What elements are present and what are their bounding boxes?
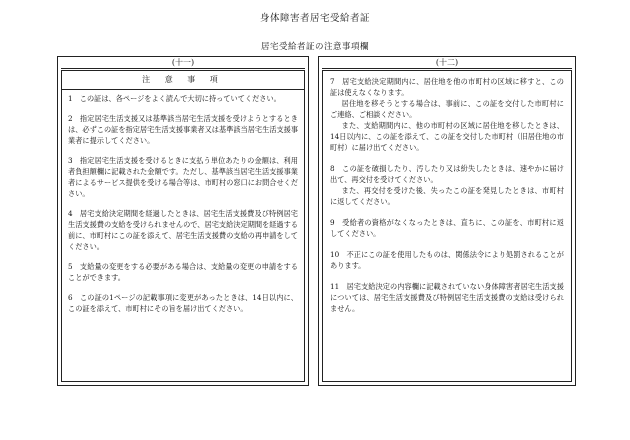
notice-item-6: 6 この証の1ページの記載事項に変更があったときは、14日以内に、この証を添えて、市町村にその旨を届け出てください。 <box>68 293 298 313</box>
notice-item-4: 4 居宅支給決定期間を経過したときは、居宅生活支援費及び特例居宅生活支援費の支給を受けられませんので、居宅支給決定期間を経過する前に、市町村にこの証を添えて、居宅生活支援費の支給の再申請をしてください。 <box>68 209 298 251</box>
notice-box <box>61 70 305 382</box>
notice-item-3: 3 指定居宅生活支援を受けるときに支払う単位あたりの金額は、利用者負担額欄に記載された金額です。ただし、基準該当居宅生活支援事業者によるサービス提供を受ける場合等は、市町村の窓口にお問合せください。 <box>68 156 299 198</box>
document-title: 身体障害者居宅受給者証 <box>259 13 370 24</box>
notice-item-2: 2 指定居宅生活支援又は基準該当居宅生活支援を受けようとするときは、必ずこの証を指定居宅生活支援事業者又は基準該当居宅生活支援事業者に提示してください。 <box>68 114 299 145</box>
notice-item-7-sub-1: 居住地を移そうとする場合は、事前に、この証を交付した市町村にご連絡、ご相談ください。 <box>330 99 564 119</box>
page-number-eleven: (十一) <box>61 57 305 69</box>
notice-item-7-sub-2: また、支給期間内に、他の市町村の区域に居住地を移したときは、14日以内に、この証を添えて、この証を交付した市町村（旧居住地の市町村）に届け出てください。 <box>330 121 564 152</box>
notice-item-8-main: 8 この証を破損したり、汚したり又は紛失したときは、速やかに届け出て、再交付を受けてください。 <box>330 164 564 184</box>
page-twelve-panel <box>318 56 576 386</box>
notice-box-continued <box>322 70 572 382</box>
notice-heading: 注 意 事 項 <box>62 71 304 90</box>
notice-list <box>62 90 304 314</box>
notice-item-8 <box>330 163 564 207</box>
notice-item-10: 10 不正にこの証を使用したものは、関係法令により処罰されることがあります。 <box>330 250 564 270</box>
page-eleven-panel <box>57 56 309 386</box>
page-number-twelve: (十二) <box>322 57 572 69</box>
notice-item-8-sub: また、再交付を受けた後、失ったこの証を発見したときは、市町村に返してください。 <box>330 186 564 206</box>
notice-item-7 <box>330 76 564 153</box>
notice-item-5: 5 支給量の変更をする必要がある場合は、支給量の変更の申請をすることができます。 <box>68 262 298 282</box>
notice-item-11: 11 居宅支給決定の内容欄に記載されていない身体障害者居宅生活支援については、居宅生活支援費及び特例居宅生活支援費の支給は受けられません。 <box>330 282 564 313</box>
notice-section-subtitle: 居宅受給者証の注意事項欄 <box>260 42 369 52</box>
notice-item-9: 9 受給者の資格がなくなったときは、直ちに、この証を、市町村に返してください。 <box>330 218 564 238</box>
notice-item-1: 1 この証は、各ページをよく読んで大切に持っていてください。 <box>68 94 281 103</box>
notice-list-continued <box>323 71 571 314</box>
notice-item-7-main: 7 居宅支給決定期間内に、居住地を他の市町村の区域に移すと、この証は使えなくなります。 <box>330 77 564 97</box>
